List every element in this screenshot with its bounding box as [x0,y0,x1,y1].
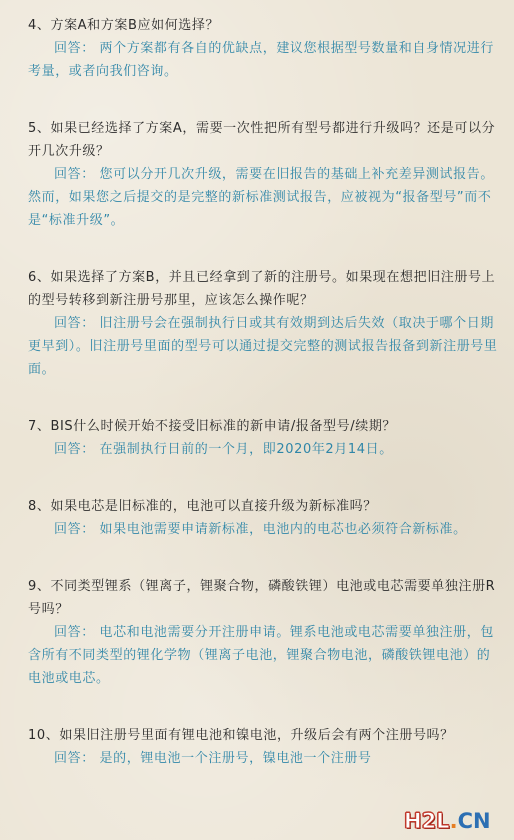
spacer [28,83,498,117]
spacer [28,232,498,266]
faq-answer: 回答： 是的，锂电池一个注册号，镍电池一个注册号 [54,751,372,766]
spacer [28,541,498,575]
spacer [28,461,498,495]
faq-item-8 [28,495,498,541]
faq-question: 8、如果电芯是旧标准的，电池可以直接升级为新标准吗？ [28,499,377,514]
faq-answer: 回答： 如果电池需要申请新标准，电池内的电芯也必须符合新标准。 [54,522,467,537]
faq-answer: 回答： 旧注册号会在强制执行日或其有效期到达后失效（取决于哪个日期更早到）。旧注册号里面的型号可以通过提交完整的测试报告报备到新注册号里面。 [28,316,498,377]
faq-question: 4、方案A和方案B应如何选择？ [28,18,220,33]
faq-question: 9、不同类型锂系（锂离子，锂聚合物，磷酸铁锂）电池或电芯需要单独注册R号吗？ [28,579,496,617]
faq-answer: 回答： 两个方案都有各自的优缺点，建议您根据型号数量和自身情况进行考量，或者向我们咨询。 [28,41,494,79]
watermark-h2l-text: H2L [404,809,450,833]
watermark-cn-text: CN [457,809,491,833]
faq-question: 5、如果已经选择了方案A，需要一次性把所有型号都进行升级吗？还是可以分开几次升级？ [28,121,496,159]
spacer [28,690,498,724]
faq-question: 10、如果旧注册号里面有锂电池和镍电池，升级后会有两个注册号吗？ [28,728,454,743]
faq-item-4 [28,14,498,83]
watermark-dot: . [449,809,458,833]
faq-item-5 [28,117,498,232]
faq-answer: 回答： 您可以分开几次升级，需要在旧报告的基础上补充差异测试报告。然而，如果您之后提交的是完整的新标准测试报告，应被视为“报备型号”而不是“标准升级”。 [28,167,494,228]
faq-item-9 [28,575,498,690]
faq-question: 7、BIS什么时候开始不接受旧标准的新申请/报备型号/续期？ [28,419,397,434]
faq-item-7 [28,415,498,461]
faq-answer: 回答： 在强制执行日前的一个月，即2020年2月14日。 [54,442,393,457]
faq-item-10 [28,724,498,770]
faq-item-6 [28,266,498,381]
spacer [28,381,498,415]
faq-answer: 回答： 电芯和电池需要分开注册申请。锂系电池或电芯需要单独注册，包含所有不同类型的锂化学物（锂离子电池，锂聚合物电池，磷酸铁锂电池）的电池或电芯。 [28,625,494,686]
site-watermark-logo [404,808,508,834]
faq-question: 6、如果选择了方案B，并且已经拿到了新的注册号。如果现在想把旧注册号上的型号转移到新注册号那里，应该怎么操作呢？ [28,270,496,308]
